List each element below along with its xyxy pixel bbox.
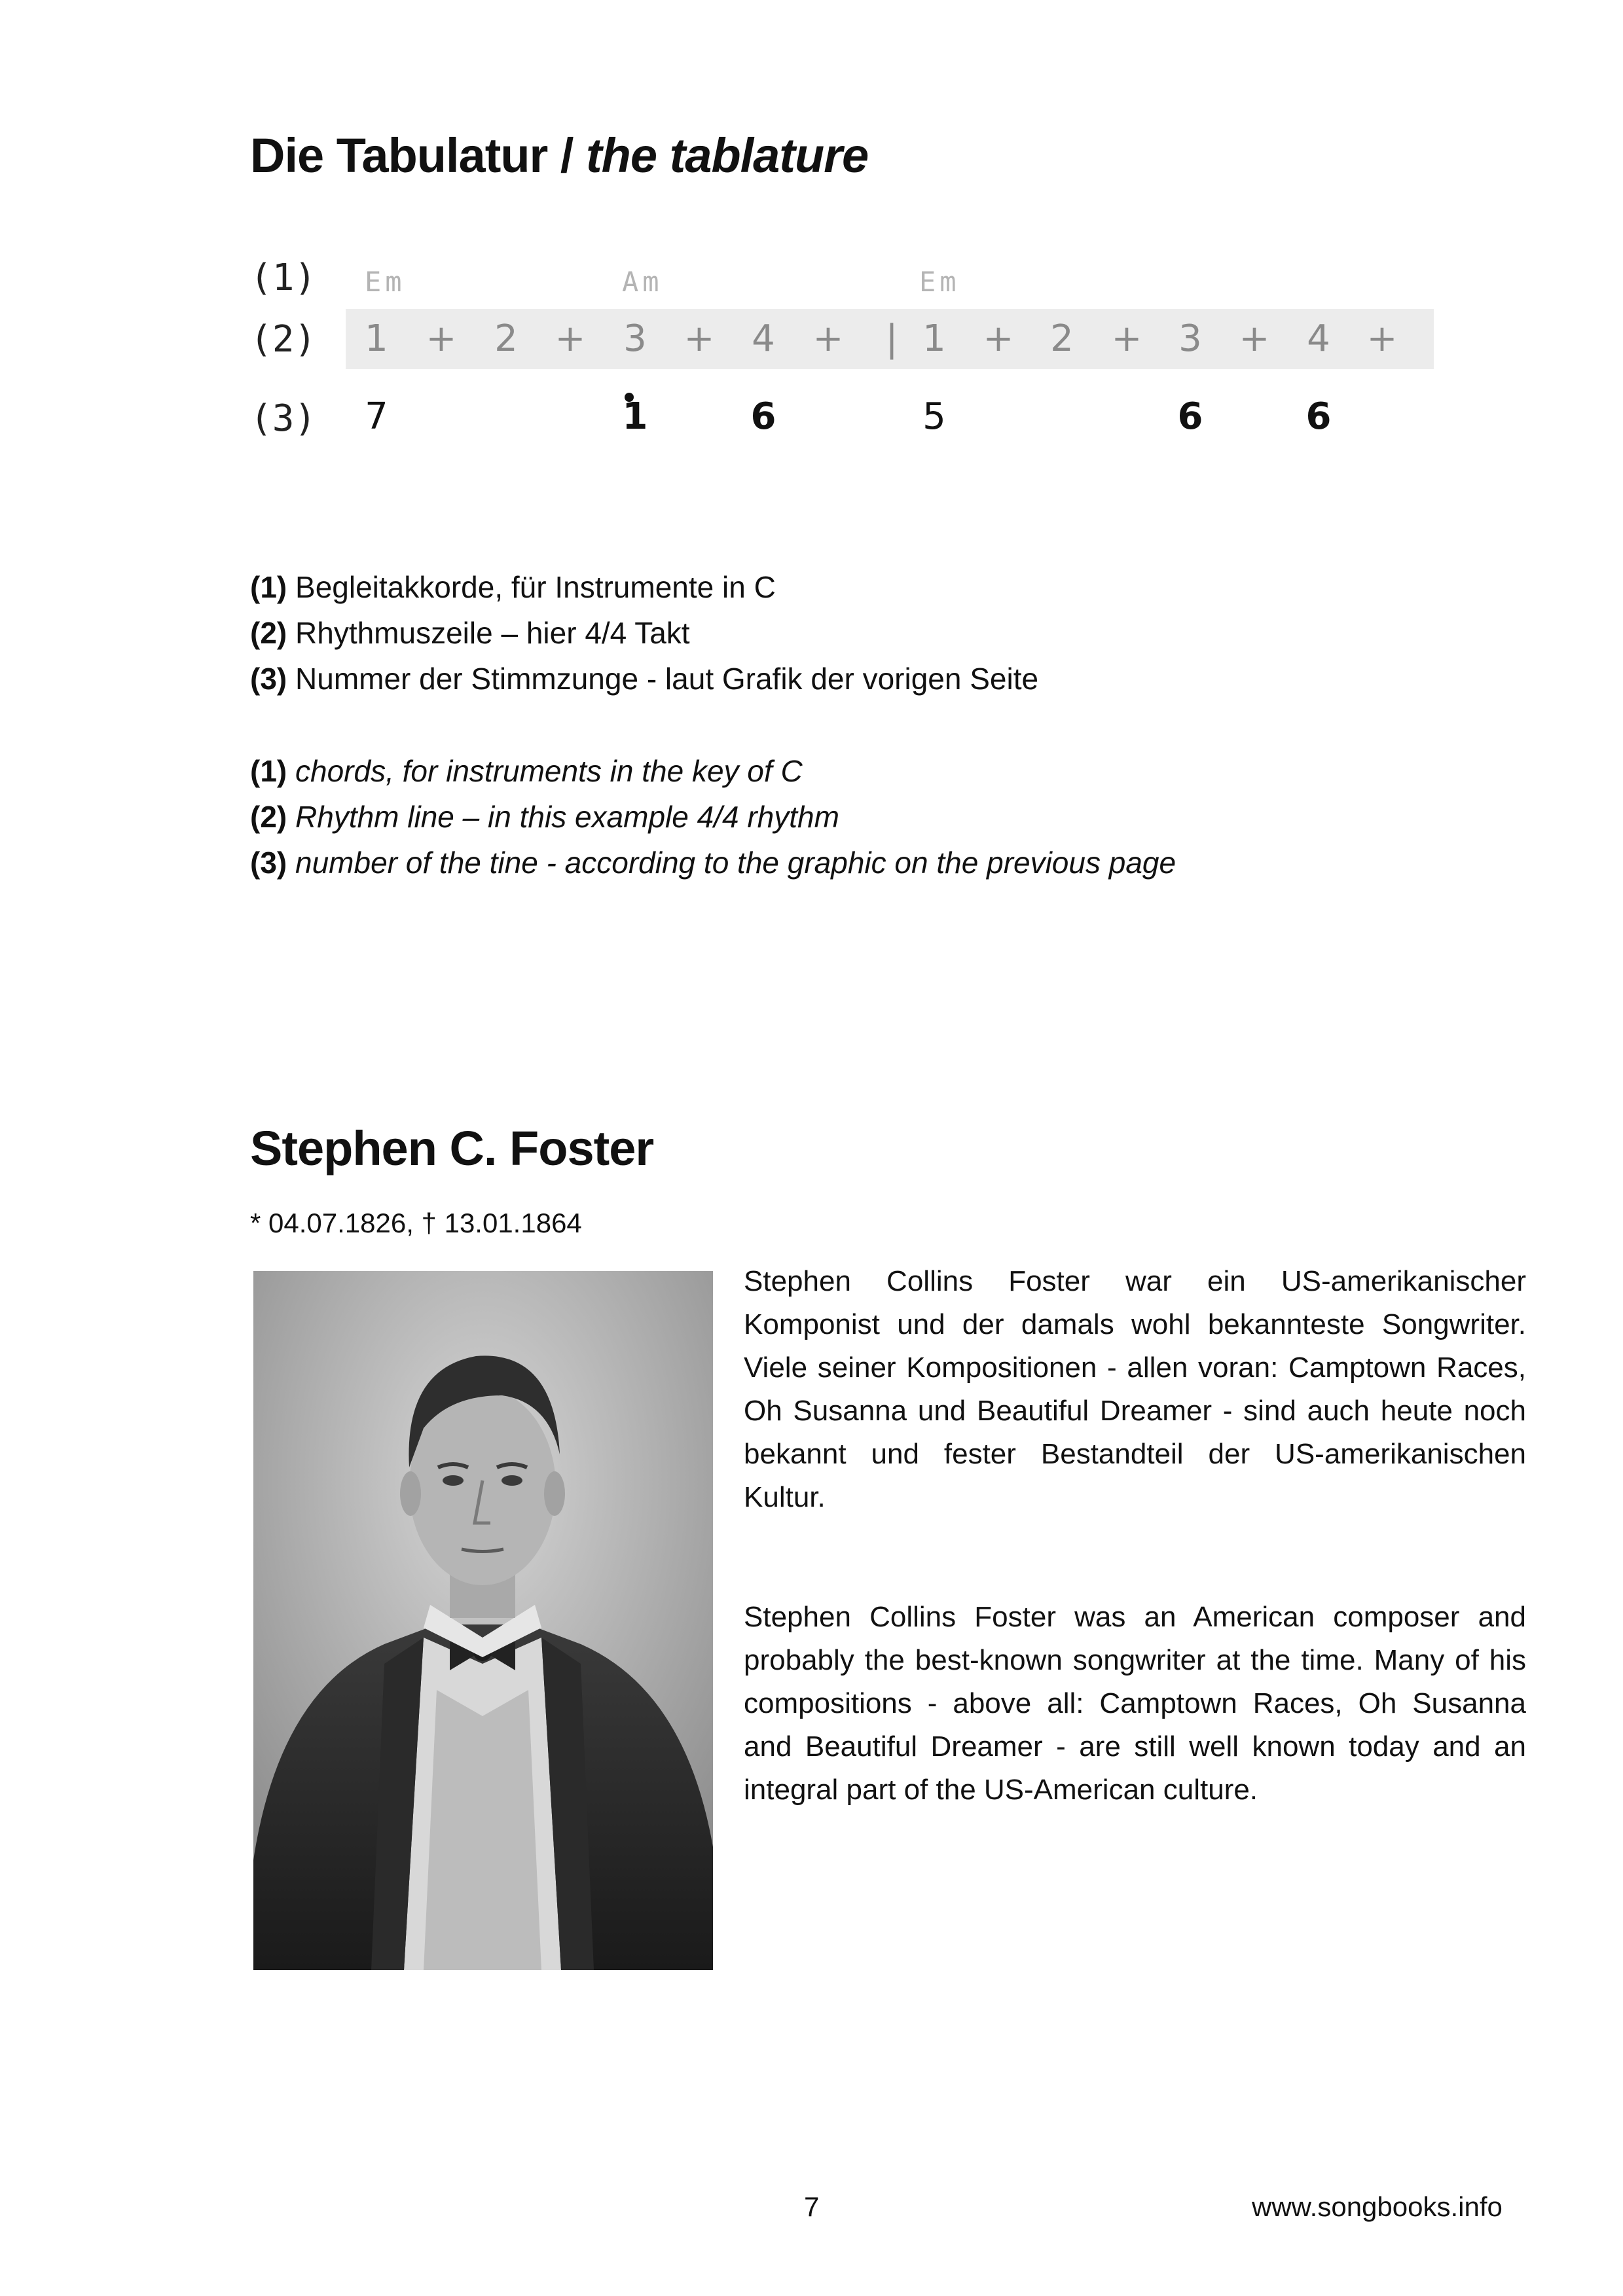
rhythm-line bbox=[346, 309, 1434, 369]
bio-de: Stephen Collins Foster war ein US-amerikanischer Komponist und der damals wohl bekannteste Songwriter. Viele seiner Kompositionen - allen voran: Camptown Races, Oh Susanna und Beautiful Dreamer - sind auch heute noch bekannt und fester Bestandteil der US-amerikanischen Kultur. bbox=[744, 1265, 1526, 1513]
legend-text: Nummer der Stimmzunge - laut Grafik der vorigen Seite bbox=[295, 662, 1039, 696]
beat-1: 1 bbox=[922, 317, 946, 360]
legend-en-item-2 bbox=[250, 794, 1176, 840]
bio-en: Stephen Collins Foster was an American composer and probably the best-known songwriter at the time. Many of his compositions - above all: Camptown Races, Oh Susanna and Beautiful Dreamer - are still well known today and an integral part of the US-American culture. bbox=[744, 1601, 1526, 1806]
row-label-rhythm: (2) bbox=[250, 318, 317, 361]
legend-num: (2) bbox=[250, 800, 287, 834]
chord-am: Am bbox=[622, 266, 663, 298]
legend-en-item-1 bbox=[250, 748, 1176, 794]
legend-text: Rhythmuszeile – hier 4/4 Takt bbox=[295, 616, 690, 650]
page-number: 7 bbox=[804, 2191, 820, 2222]
composer-portrait bbox=[253, 1271, 713, 1970]
row-label-chords: (1) bbox=[250, 257, 317, 299]
beat-plus: + bbox=[1239, 317, 1270, 360]
legend-text: Rhythm line – in this example 4/4 rhythm bbox=[295, 800, 839, 834]
legend-num: (2) bbox=[250, 616, 287, 650]
tine-line bbox=[346, 393, 1434, 452]
legend-num: (3) bbox=[250, 846, 287, 880]
legend-num: (3) bbox=[250, 662, 287, 696]
legend-en-item-3 bbox=[250, 840, 1176, 886]
beat-plus: + bbox=[684, 317, 715, 360]
legend-en bbox=[250, 748, 1176, 886]
legend-text: chords, for instruments in the key of C bbox=[295, 754, 803, 788]
legend-num: (1) bbox=[250, 754, 287, 788]
tine-number: 6 bbox=[1305, 395, 1332, 438]
chord-em-2: Em bbox=[919, 266, 960, 298]
tine-number: 7 bbox=[365, 395, 388, 438]
beat-2: 2 bbox=[494, 317, 518, 360]
beat-plus: + bbox=[426, 317, 457, 360]
tablature-title-en: the tablature bbox=[586, 128, 869, 183]
composer-name: Stephen C. Foster bbox=[250, 1121, 654, 1175]
tine-number: 1 bbox=[622, 395, 648, 438]
portrait-image bbox=[253, 1271, 713, 1970]
bar-line: | bbox=[885, 317, 898, 360]
legend-de-item-2 bbox=[250, 610, 1038, 656]
beat-3: 3 bbox=[623, 317, 647, 360]
website-link[interactable]: www.songbooks.info bbox=[1252, 2191, 1503, 2222]
tablature-title bbox=[250, 128, 868, 183]
composer-dates: * 04.07.1826, † 13.01.1864 bbox=[250, 1208, 582, 1238]
legend-num: (1) bbox=[250, 570, 287, 604]
legend-text: number of the tine - according to the graphic on the previous page bbox=[295, 846, 1176, 880]
tine-number: 6 bbox=[1177, 395, 1203, 438]
beat-4: 4 bbox=[1307, 317, 1330, 360]
tine-number: 5 bbox=[922, 395, 946, 438]
beat-4: 4 bbox=[752, 317, 775, 360]
beat-plus: + bbox=[1111, 317, 1142, 360]
legend-de bbox=[250, 564, 1038, 702]
legend-text: Begleitakkorde, für Instrumente in C bbox=[295, 570, 776, 604]
chord-em-1: Em bbox=[365, 266, 406, 298]
beat-plus: + bbox=[983, 317, 1014, 360]
beat-plus: + bbox=[1366, 317, 1398, 360]
beat-plus: + bbox=[812, 317, 844, 360]
beat-1: 1 bbox=[365, 317, 388, 360]
beat-2: 2 bbox=[1050, 317, 1074, 360]
legend-de-item-1 bbox=[250, 564, 1038, 610]
tine-number: 6 bbox=[750, 395, 776, 438]
legend-de-item-3 bbox=[250, 656, 1038, 702]
beat-plus: + bbox=[555, 317, 586, 360]
row-label-tines: (3) bbox=[250, 397, 317, 440]
beat-3: 3 bbox=[1178, 317, 1202, 360]
tablature-title-de: Die Tabulatur / bbox=[250, 128, 574, 183]
